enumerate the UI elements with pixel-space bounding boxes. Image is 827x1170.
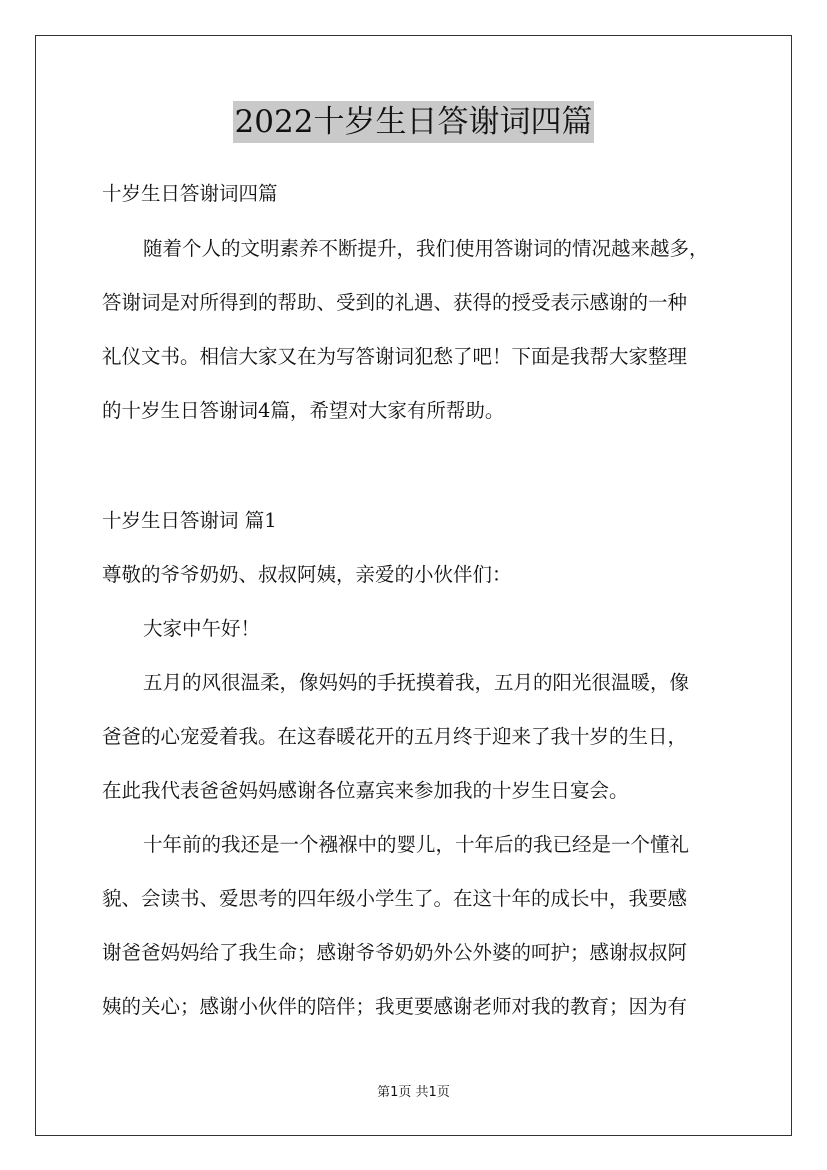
page-footer: 第1页 共1页	[377, 1085, 450, 1100]
paragraph1-line: 在此我代表爸爸妈妈感谢各位嘉宾来参加我的十岁生日宴会。	[102, 779, 629, 802]
document-title: 2022十岁生日答谢词四篇	[233, 101, 595, 143]
intro-line: 答谢词是对所得到的帮助、受到的礼遇、获得的授受表示感谢的一种	[102, 291, 688, 314]
intro-line: 礼仪文书。相信大家又在为写答谢词犯愁了吧！下面是我帮大家整理	[102, 345, 688, 368]
document-subtitle: 十岁生日答谢词四篇	[102, 182, 278, 205]
paragraph2-line: 貌、会读书、爱思考的四年级小学生了。在这十年的成长中，我要感	[102, 887, 688, 910]
intro-line: 随着个人的文明素养不断提升，我们使用答谢词的情况越来越多，	[143, 237, 709, 260]
paragraph2-line: 十年前的我还是一个襁褓中的婴儿，十年后的我已经是一个懂礼	[143, 833, 690, 856]
title-container	[0, 101, 827, 143]
paragraph1-line: 五月的风很温柔，像妈妈的手抚摸着我，五月的阳光很温暖，像	[143, 671, 690, 694]
paragraph2-line: 姨的关心；感谢小伙伴的陪伴；我更要感谢老师对我的教育；因为有	[102, 995, 688, 1018]
section-heading: 十岁生日答谢词 篇1	[102, 509, 277, 532]
paragraph2-line: 谢爸爸妈妈给了我生命；感谢爷爷奶奶外公外婆的呵护；感谢叔叔阿	[102, 941, 688, 964]
greeting: 大家中午好！	[143, 617, 261, 640]
salutation: 尊敬的爷爷奶奶、叔叔阿姨，亲爱的小伙伴们：	[102, 563, 512, 586]
paragraph1-line: 爸爸的心宠爱着我。在这春暖花开的五月终于迎来了我十岁的生日，	[102, 725, 688, 748]
intro-line: 的十岁生日答谢词4篇，希望对大家有所帮助。	[102, 399, 505, 422]
